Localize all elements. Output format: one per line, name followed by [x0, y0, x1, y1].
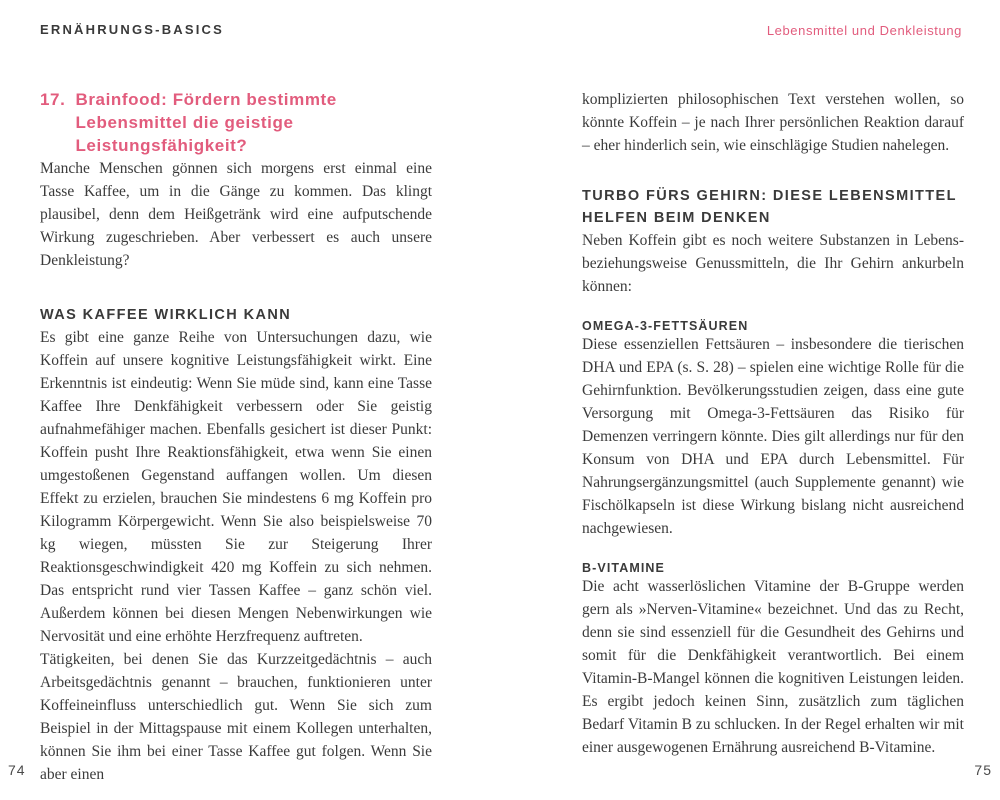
subsection-heading-bvitamine: B-VITAMINE — [582, 561, 665, 575]
page-number-left: 74 — [8, 762, 26, 778]
page-number-right: 75 — [974, 762, 992, 778]
chapter-title: Brainfood: Fördern bestimmte Lebensmittel die geistige Leistungsfähigkeit? — [75, 90, 337, 155]
body-paragraph: Es gibt eine ganze Reihe von Untersuchungen dazu, wie Koffein auf unsere kognitive Leistungsfähigkeit wirkt. Eine Erkenntnis ist eindeutig: Wenn Sie müde sind, kann eine Tasse Kaffee Ihre Denkfähigkeit verbessern oder Sie geistig aufnahmefähiger machen. Ebenfalls gesichert ist dieser Punkt: Koffein pusht Ihre Reaktionsfähigkeit, etwa wenn Sie einen umgestoßenen Gegenstand auffangen wollen. Um diesen Effekt zu erzielen, brauchen Sie mindestens 6 mg Koffein pro Kilogramm Körpergewicht. Wenn Sie also beispielsweise 70 kg wiegen, müssten Sie zur Steigerung Ihrer Reaktionsgeschwindigkeit 420 mg Koffein zu sich nehmen. Das entspricht rund vier Tassen Kaffee – ganz schön viel. Außerdem können bei diesen Mengen Nebenwirkungen wie Nervosität und eine erhöhte Herzfrequenz auftreten. — [40, 329, 432, 645]
running-head-right: Lebensmittel und Denkleistung — [766, 23, 962, 38]
section-heading-turbo: TURBO FÜRS GEHIRN: DIESE LEBENSMITTEL HELFEN BEIM DENKEN — [582, 188, 957, 226]
subsection-paragraph: Die acht wasserlöslichen Vitamine der B-Gruppe werden gern als »Nerven-Vitamine« bezeichnet. Und das zu Recht, denn sie sind essenziell für die Gesundheit des Gehirns und somit für die Denkfähigkeit verantwortlich. Bei einem Vitamin-B-Mangel können die kognitiven Leistungen leiden. Es ergibt jedoch keinen Sinn, zusätzlich zum täglichen Bedarf Vitamin B zu schlucken. In der Regel erhalten wir mit einer ausgewogenen Ernährung ausreichend B-Vitamine. — [582, 578, 964, 756]
right-page-column — [582, 88, 964, 759]
subsection-heading-omega3: OMEGA-3-FETTSÄUREN — [582, 319, 749, 333]
left-page-column — [40, 88, 432, 786]
body-paragraph: Tätigkeiten, bei denen Sie das Kurzzeitgedächtnis – auch Arbeitsgedächtnis genannt – brauchen, funktionieren unter Koffeineinfluss unterschiedlich gut. Wenn Sie sich zum Beispiel in der Mittagspause mit einem Kollegen unterhalten, können Sie ihm bei einer Tasse Kaffee gut folgen. Wenn Sie aber einen — [40, 651, 432, 783]
intro-paragraph: Manche Menschen gönnen sich morgens erst einmal eine Tasse Kaffee, um in die Gänge zu kommen. Das klingt plausibel, denn dem Heißgetränk wird eine aufputschende Wirkung zugeschrieben. Aber verbessert es auch unsere Denkleistung? — [40, 160, 432, 269]
continuation-paragraph: komplizierten philosophischen Text verstehen wollen, so könnte Koffein – je nach Ihrer persönlichen Reaktion darauf – eher hinderlich sein, wie einschlägige Studien nahelegen. — [582, 91, 964, 154]
chapter-heading — [40, 88, 432, 157]
section-intro-paragraph: Neben Koffein gibt es noch weitere Substanzen in Lebens- beziehungsweise Genussmitteln, die Ihr Gehirn ankurbeln können: — [582, 232, 964, 295]
subsection-paragraph: Diese essenziellen Fettsäuren – insbesondere die tierischen DHA und EPA (s. S. 28) – spielen eine wichtige Rolle für die Gehirnfunktion. Bevölkerungsstudien zeigen, dass eine gute Versorgung mit Omega-3-Fettsäuren das Risiko für Demenzen verringern könnte. Dies gilt allerdings nur für den Konsum von DHA und EPA durch Lebensmittel. Für Nahrungsergänzungsmittel (auch Supplemente genannt) wie Fischölkapseln ist diese Wirkung bislang nicht ausreichend nachgewiesen. — [582, 336, 964, 537]
chapter-number: 17. — [40, 90, 66, 109]
running-head-left: ERNÄHRUNGS-BASICS — [40, 22, 225, 37]
section-heading-kaffee: WAS KAFFEE WIRKLICH KANN — [40, 307, 292, 323]
